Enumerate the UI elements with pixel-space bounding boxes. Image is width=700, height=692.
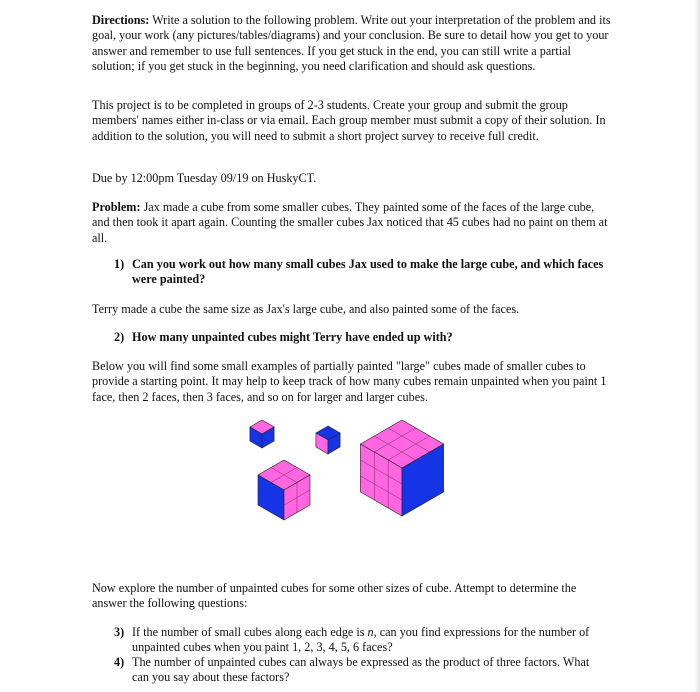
directions-paragraph: [92, 13, 612, 75]
question-1: [114, 257, 604, 288]
problem-paragraph: [92, 200, 612, 246]
examples-paragraph: Below you will find some small examples of partially painted "large" cubes made of smaller cubes to provide a starting point. It may help to keep track of how many cubes remain unpainted when you paint 1 face, then 2 faces, then 3 faces, and so on for larger and larger cubes.: [92, 359, 607, 404]
question-3-text: [114, 625, 604, 656]
question-2-text: How many unpainted cubes might Terry have ended up with?: [132, 330, 453, 344]
directions-label: Directions:: [92, 13, 150, 27]
question-2-number: 2): [114, 330, 125, 344]
question-3-text-before: If the number of small cubes along each edge is: [132, 625, 368, 639]
due-date: Due by 12:00pm Tuesday 09/19 on HuskyCT.: [92, 171, 317, 185]
question-3-number: 3): [114, 625, 125, 639]
question-3-variable: n: [367, 625, 374, 639]
question-1-number: 1): [114, 257, 125, 271]
terry-paragraph: Terry made a cube the same size as Jax's large cube, and also painted some of the faces.: [92, 302, 520, 316]
groups-paragraph: This project is to be completed in groups of 2-3 students. Create your group and submit the group members' names either in-class or via email. Each group member must submit a copy of their solution. In addition to the solution, you will need to submit a short project survey to receive full credit.: [92, 98, 606, 143]
question-4-number: 4): [114, 655, 125, 669]
page-edge-shadow: [694, 0, 700, 692]
painted-cubes-figure: [240, 418, 480, 548]
explore-paragraph: Now explore the number of unpainted cubes for some other sizes of cube. Attempt to determine the answer the following questions:: [92, 581, 577, 611]
question-1-text: Can you work out how many small cubes Jax used to make the large cube, and which faces were painted?: [132, 257, 604, 287]
painted-cubes-illustration: [240, 418, 480, 548]
question-3: [114, 625, 604, 656]
problem-label: Problem:: [92, 200, 141, 214]
question-3-text-after: , can you find expressions for the number of unpainted cubes when you paint 1, 2, 3, 4, 5, 6 faces?: [132, 625, 590, 655]
question-4: [114, 655, 604, 686]
directions-text: Write a solution to the following problem. Write out your interpretation of the problem and its goal, your work (any pictures/tables/diagrams) and your conclusion. Be sure to detail how you get to your answer and remember to use full sentences. If you get stuck in the end, you can still write a partial solution; if you get stuck in the beginning, you need clarification and should ask questions.: [92, 13, 611, 74]
question-2: [114, 330, 604, 345]
question-4-text: The number of unpainted cubes can always be expressed as the product of three factors. What can you say about these factors?: [132, 655, 590, 685]
problem-text: Jax made a cube from some smaller cubes. They painted some of the faces of the large cube, and then took it apart again. Counting the smaller cubes Jax noticed that 45 cubes had no paint on them at all.: [92, 200, 608, 245]
